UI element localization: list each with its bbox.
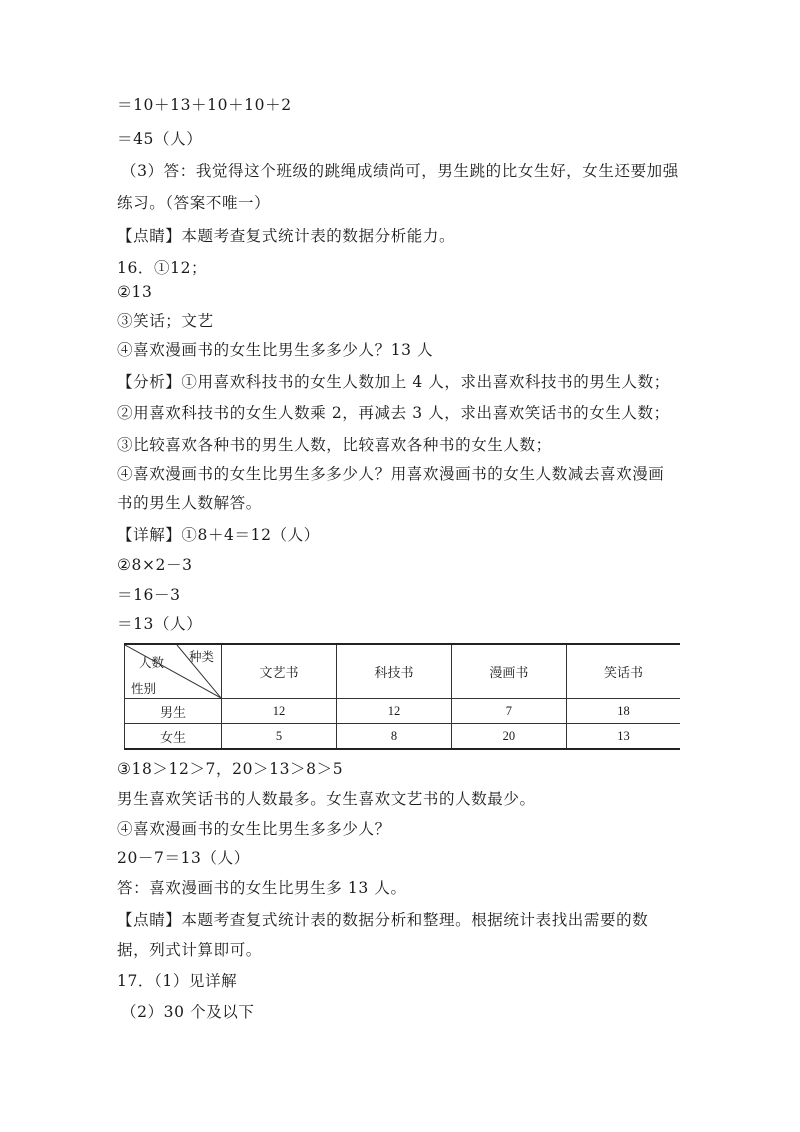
line-19: ③18＞12＞7，20＞13＞8＞5 bbox=[117, 760, 344, 778]
line-9: ④喜欢漫画书的女生比男生多多少人？13 人 bbox=[117, 341, 434, 359]
line-21: ④喜欢漫画书的女生比男生多多少人？ bbox=[117, 820, 391, 838]
line-7: ②13 bbox=[117, 283, 153, 301]
line-8: ③笑话；文艺 bbox=[117, 312, 214, 330]
table-header-row bbox=[125, 644, 681, 699]
table-cell: 12 bbox=[222, 699, 337, 724]
line-16: ②8×2－3 bbox=[117, 556, 193, 574]
line-23: 答：喜欢漫画书的女生比男生多 13 人。 bbox=[117, 879, 407, 897]
line-1: ＝10＋13＋10＋10＋2 bbox=[117, 96, 292, 114]
line-27: （2）30 个及以下 bbox=[121, 1003, 255, 1021]
line-18: ＝13（人） bbox=[117, 615, 203, 633]
column-header-comics: 漫画书 bbox=[451, 644, 566, 699]
row-label-boys: 男生 bbox=[125, 699, 222, 724]
column-header-jokes: 笑话书 bbox=[566, 644, 680, 699]
table-cell: 20 bbox=[451, 724, 566, 750]
line-24: 【点睛】本题考查复式统计表的数据分析和整理。根据统计表找出需要的数 bbox=[117, 911, 649, 929]
line-26: 17．（1）见详解 bbox=[117, 972, 238, 990]
column-header-literature: 文艺书 bbox=[222, 644, 337, 699]
table-cell: 5 bbox=[222, 724, 337, 750]
column-header-science: 科技书 bbox=[336, 644, 451, 699]
corner-label-type: 种类 bbox=[189, 649, 215, 664]
line-11: ②用喜欢科技书的女生人数乘 2，再减去 3 人，求出喜欢笑话书的女生人数； bbox=[117, 404, 670, 422]
table-cell: 7 bbox=[451, 699, 566, 724]
line-20: 男生喜欢笑话书的人数最多。女生喜欢文艺书的人数最少。 bbox=[117, 790, 536, 808]
corner-label-gender: 性别 bbox=[131, 681, 157, 696]
line-25: 据，列式计算即可。 bbox=[117, 941, 262, 959]
table-cell: 8 bbox=[336, 724, 451, 750]
table-row-boys bbox=[125, 699, 681, 724]
table-row-girls bbox=[125, 724, 681, 750]
line-13: ④喜欢漫画书的女生比男生多多少人？用喜欢漫画书的女生人数减去喜欢漫画 bbox=[117, 465, 665, 483]
line-22: 20－7＝13（人） bbox=[117, 849, 250, 867]
line-4: 练习。（答案不唯一） bbox=[117, 194, 271, 212]
line-12: ③比较喜欢各种书的男生人数，比较喜欢各种书的女生人数； bbox=[117, 436, 552, 454]
table-cell: 18 bbox=[566, 699, 680, 724]
line-14: 书的男生人数解答。 bbox=[117, 494, 262, 512]
row-label-girls: 女生 bbox=[125, 724, 222, 750]
line-15: 【详解】①8＋4＝12（人） bbox=[117, 526, 320, 544]
line-17: ＝16－3 bbox=[117, 586, 181, 604]
line-5: 【点睛】本题考查复式统计表的数据分析能力。 bbox=[117, 227, 456, 245]
table-cell: 12 bbox=[336, 699, 451, 724]
table-corner-cell bbox=[125, 644, 222, 699]
line-2: ＝45（人） bbox=[117, 130, 203, 148]
corner-label-count: 人数 bbox=[139, 655, 165, 670]
line-3: （3）答：我觉得这个班级的跳绳成绩尚可，男生跳的比女生好，女生还要加强 bbox=[121, 162, 679, 180]
line-10: 【分析】①用喜欢科技书的女生人数加上 4 人，求出喜欢科技书的男生人数； bbox=[117, 373, 670, 391]
table-cell: 13 bbox=[566, 724, 680, 750]
stats-table bbox=[124, 643, 680, 750]
line-6: 16．①12； bbox=[117, 259, 208, 277]
